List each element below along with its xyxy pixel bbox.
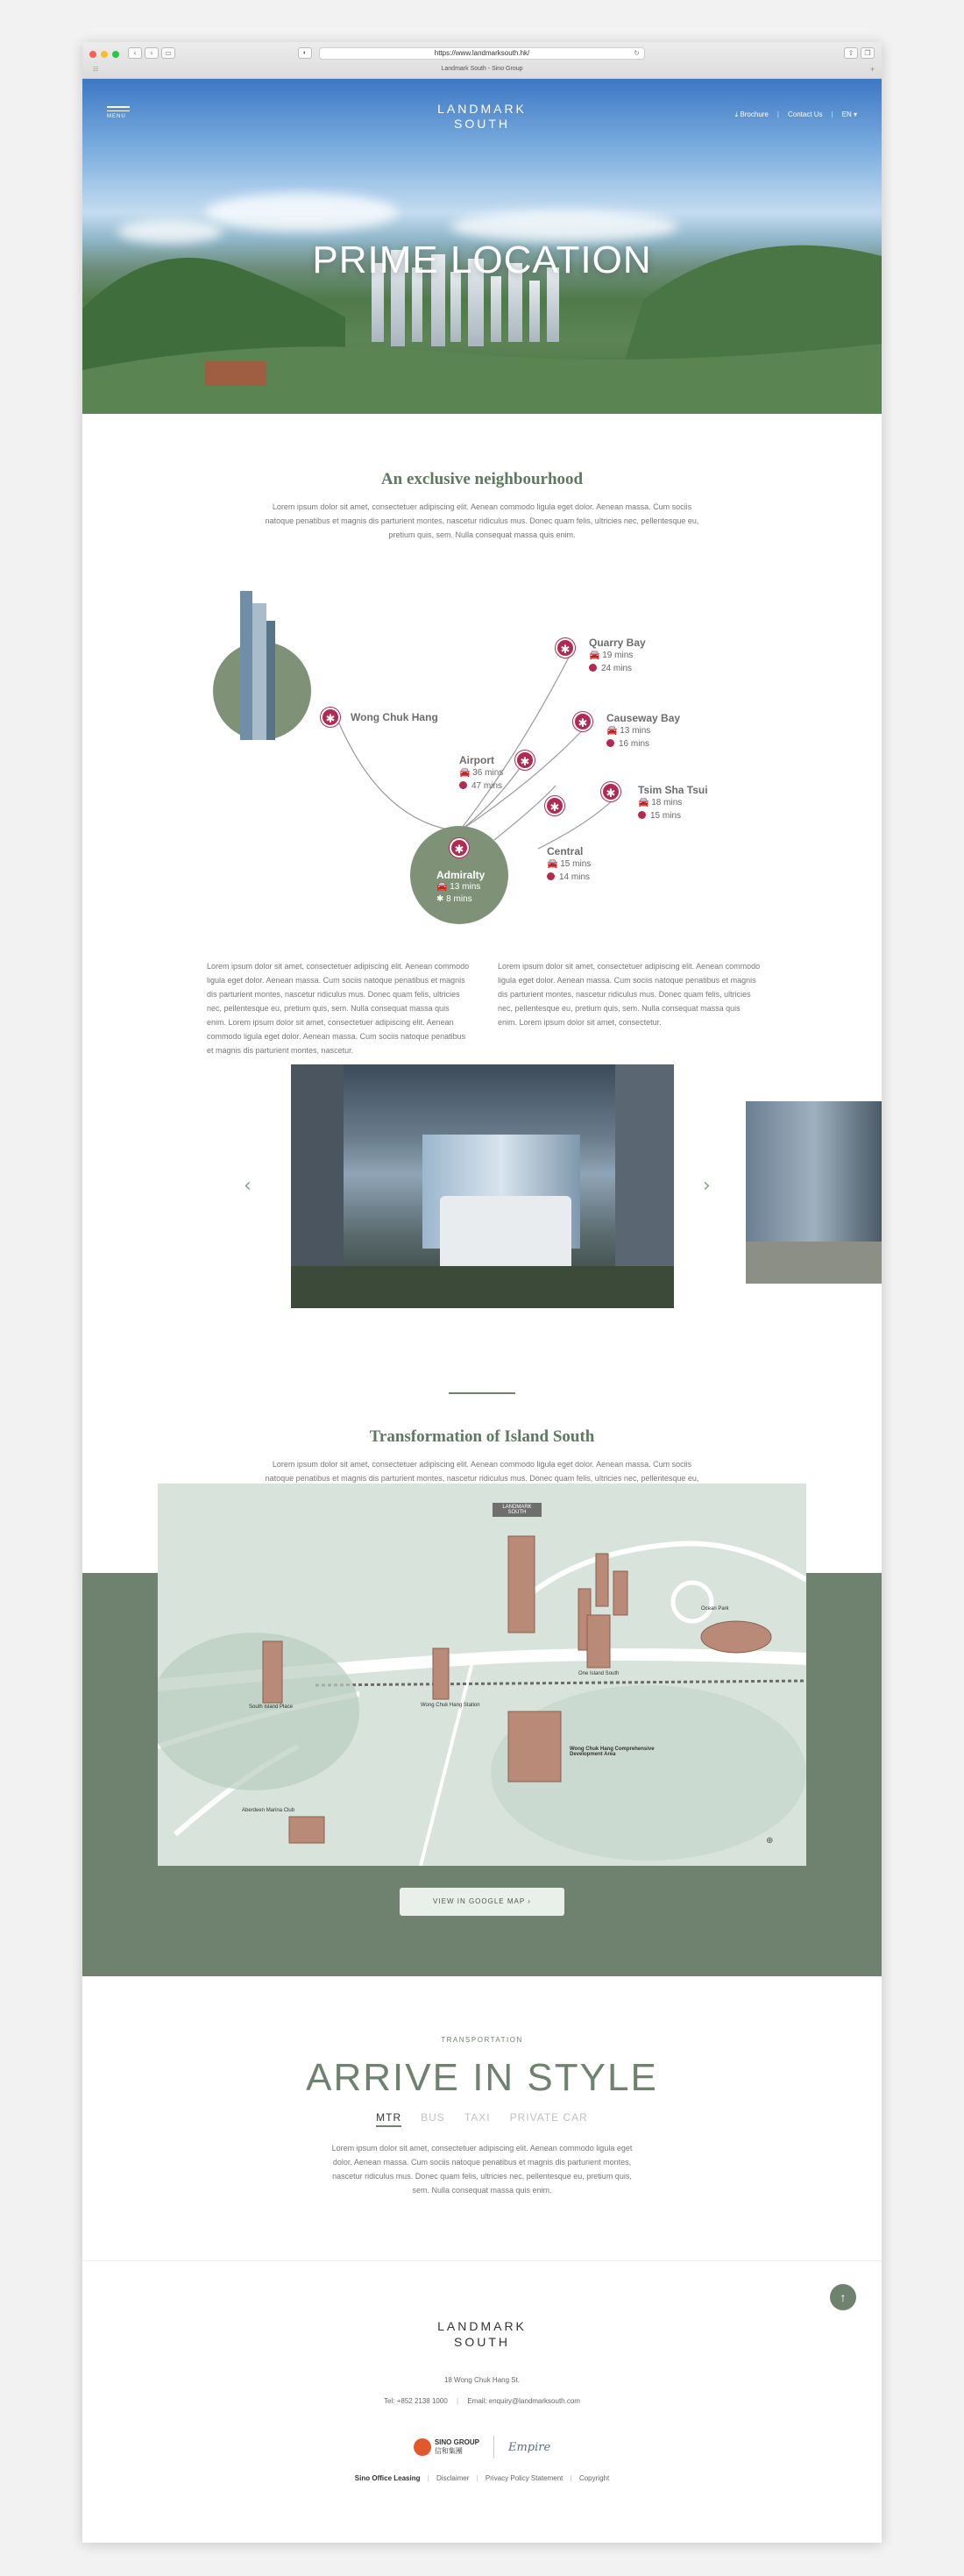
- car-time: 36 mins: [472, 768, 504, 778]
- footer-link-disclaimer[interactable]: Disclaimer: [436, 2474, 470, 2482]
- view-google-map-button[interactable]: [400, 1888, 564, 1916]
- map-label-wch-cda: Wong Chuk Hang Comprehensive Development Area: [570, 1747, 655, 1757]
- tower-illustration: [266, 621, 275, 740]
- neighbourhood-column-1: Lorem ipsum dolor sit amet, consectetuer adipiscing elit. Aenean commodo ligula eget dolor. Aenean massa. Cum sociis natoque penatibus et magnis dis parturient montes, nascetur ridiculus mus. Donec quam felis, ultricies nec, pellentesque eu, pretium quis, sem. Nulla consequat massa quis enim. Lorem ipsum dolor sit amet, consectetuer adipiscing elit. Aenean commodo ligula eget dolor. Aenean massa. Cum sociis natoque penatibus et magnis dis parturient montes, nascetur.: [207, 962, 470, 1055]
- privacy-shield-icon[interactable]: ◐: [298, 47, 312, 59]
- footer-contact: [82, 2397, 882, 2405]
- transport-title: ARRIVE IN STYLE: [306, 2056, 658, 2099]
- destination-central: [547, 845, 591, 884]
- destination-name: Quarry Bay: [589, 637, 646, 649]
- empire-logo[interactable]: Empire: [507, 2440, 551, 2454]
- close-window-button[interactable]: [89, 51, 96, 58]
- destination-name: Tsim Sha Tsui: [638, 784, 708, 796]
- mtr-time: 15 mins: [650, 811, 682, 821]
- map-label-wch-station: Wong Chuk Hang Station: [421, 1703, 480, 1708]
- destination-name: Causeway Bay: [606, 712, 681, 724]
- car-time: 19 mins: [602, 651, 634, 660]
- tabs-icon[interactable]: ❐: [861, 47, 875, 59]
- footer-tel[interactable]: Tel: +852 2138 1000: [384, 2397, 448, 2405]
- footer-divider-bar: |: [427, 2474, 429, 2482]
- back-to-top-button[interactable]: [830, 2284, 856, 2310]
- footer-divider-bar: |: [457, 2397, 459, 2405]
- mtr-station-icon: ✱: [573, 712, 592, 731]
- mtr-dot-icon: [589, 664, 597, 672]
- brochure-label: Brochure: [740, 110, 769, 118]
- neighbourhood-column-2: Lorem ipsum dolor sit amet, consectetuer adipiscing elit. Aenean commodo ligula eget dolor. Aenean massa. Cum sociis natoque penatibus et magnis dis parturient montes, nascetur ridiculus mus. Donec quam felis, ultricies nec, pellentesque eu, pretium quis, sem. Nulla consequat massa quis enim. Lorem ipsum dolor sit amet, consectetur.: [498, 962, 761, 1027]
- footer-logo-line1: LANDMARK: [437, 2319, 527, 2333]
- tab-title[interactable]: Landmark South - Sino Group: [441, 66, 523, 72]
- map-label-ocean-park: Ocean Park: [701, 1606, 729, 1612]
- map-label-landmark: LANDMARK SOUTH: [493, 1503, 542, 1517]
- mtr-station-icon: ✱: [556, 638, 575, 658]
- footer-divider-bar: |: [476, 2474, 478, 2482]
- island-south-title: Transformation of Island South: [369, 1427, 595, 1446]
- carousel-prev-icon[interactable]: ‹: [244, 1175, 252, 1197]
- logo-line2: SOUTH: [454, 117, 510, 131]
- footer-logo-line2: SOUTH: [454, 2335, 510, 2349]
- download-icon: ⤓: [734, 110, 739, 118]
- hub-name: Admiralty: [436, 869, 486, 881]
- tower-illustration: [240, 591, 252, 740]
- destination-tsim-sha-tsui: [638, 784, 708, 822]
- footer-address: 18 Wong Chuk Hang St.: [443, 2376, 521, 2384]
- google-map-button-label: VIEW IN GOOGLE MAP: [433, 1897, 526, 1905]
- street-decoration: [291, 1266, 674, 1308]
- footer-logo: [82, 2318, 882, 2350]
- browser-chrome: [82, 42, 882, 79]
- brand-divider: [493, 2436, 494, 2459]
- transport-text: Lorem ipsum dolor sit amet, consectetuer adipiscing elit. Aenean commodo ligula eget dolor. Aenean massa. Cum sociis natoque penatibus et magnis dis parturient montes, nascetur ridiculus mus. Donec quam felis, ultricies nec, pellentesque eu, pretium quis, sem. Nulla consequat massa quis enim.: [331, 2144, 633, 2195]
- compass-icon: ⊕: [766, 1836, 774, 1846]
- section-divider: [449, 1392, 515, 1394]
- car-time: 18 mins: [651, 798, 683, 808]
- back-icon[interactable]: ‹: [128, 47, 142, 59]
- transport-eyebrow: TRANSPORTATION: [441, 2036, 523, 2044]
- carousel-slide-active: [291, 1064, 674, 1308]
- language-selector[interactable]: [842, 110, 857, 119]
- new-tab-icon[interactable]: +: [869, 65, 875, 74]
- car-icon: 🚘: [606, 726, 618, 736]
- car-icon: 🚘: [459, 768, 471, 778]
- nav-divider: |: [831, 110, 833, 118]
- building-decoration: [450, 272, 461, 342]
- minimize-window-button[interactable]: [101, 51, 108, 58]
- island-south-intro: Lorem ipsum dolor sit amet, consectetuer adipiscing elit. Aenean commodo ligula eget dolor. Aenean massa. Cum sociis natoque penatibus et magnis dis parturient montes, nascetur ridiculus mus. Donec quam felis, ultricies nec, pellentesque eu,: [265, 1460, 699, 1483]
- tab-mtr[interactable]: MTR: [376, 2111, 401, 2127]
- mtr-station-icon: ✱: [545, 796, 564, 815]
- tower-illustration: [252, 603, 266, 740]
- car-icon: 🚘: [436, 882, 448, 892]
- area-map[interactable]: [158, 1484, 806, 1866]
- footer-links: [82, 2474, 882, 2482]
- caret-down-icon: ▾: [853, 110, 857, 118]
- forward-icon[interactable]: ›: [145, 47, 159, 59]
- neighbourhood-title: An exclusive neighbourhood: [380, 470, 584, 488]
- sino-cn: 信和集團: [434, 2447, 463, 2455]
- hub-mtr-time: 8 mins: [446, 894, 472, 904]
- mtr-time: 14 mins: [559, 872, 591, 882]
- podium-illustration: [440, 1196, 571, 1266]
- browser-window: [82, 42, 882, 2543]
- destination-name: Airport: [459, 754, 494, 766]
- footer-divider-bar: |: [570, 2474, 572, 2482]
- mtr-dot-icon: [638, 811, 646, 819]
- mtr-station-icon: ✱: [515, 751, 535, 770]
- footer-email[interactable]: Email: enquiry@landmarksouth.com: [467, 2397, 580, 2405]
- route-line: [494, 786, 556, 840]
- building-decoration: [491, 276, 501, 342]
- car-icon: 🚘: [589, 651, 600, 660]
- footer-link-copyright[interactable]: Copyright: [578, 2474, 610, 2482]
- sidebar-icon[interactable]: ▭: [161, 47, 175, 59]
- building-decoration: [529, 281, 540, 342]
- hub-car-time: 13 mins: [450, 882, 481, 892]
- destination-quarry-bay: [589, 637, 646, 675]
- mtr-dot-icon: [606, 739, 614, 747]
- tab-private-car[interactable]: PRIVATE CAR: [509, 2111, 588, 2124]
- destination-name: Central: [547, 845, 584, 857]
- transport-tabs: [82, 2111, 882, 2127]
- menu-label: MENU: [107, 114, 126, 119]
- logo-line1: LANDMARK: [437, 102, 527, 116]
- arrow-up-icon: ↑: [840, 2290, 847, 2304]
- share-icon[interactable]: ⇧: [844, 47, 858, 59]
- mtr-dot-icon: [459, 781, 467, 789]
- chevron-right-icon: ›: [528, 1897, 531, 1905]
- origin-name: Wong Chuk Hang: [351, 711, 438, 723]
- contact-us-link[interactable]: Contact Us: [787, 110, 823, 118]
- transport-section: [82, 2036, 882, 2100]
- map-label-one-island-south: One Island South: [578, 1671, 620, 1676]
- tab-taxi[interactable]: TAXI: [464, 2111, 491, 2124]
- footer-brands: [82, 2436, 882, 2459]
- footer-divider: [82, 2260, 882, 2261]
- window-controls: [89, 51, 119, 58]
- maximize-window-button[interactable]: [112, 51, 119, 58]
- carousel-next-icon[interactable]: ›: [703, 1175, 711, 1197]
- footer-link-sino-office[interactable]: Sino Office Leasing: [354, 2474, 421, 2482]
- route-line: [337, 717, 459, 831]
- mtr-station-icon: ✱: [601, 782, 620, 801]
- car-time: 15 mins: [560, 859, 592, 869]
- mtr-station-icon: ✱: [450, 838, 469, 857]
- hub-label: [436, 869, 485, 906]
- train-icon: ✱: [436, 894, 444, 904]
- destination-causeway-bay: [606, 712, 680, 751]
- footer-link-privacy[interactable]: Privacy Policy Statement: [485, 2474, 564, 2482]
- map-label-aberdeen-marina: Aberdeen Marina Club: [242, 1808, 295, 1813]
- mtr-station-icon: ✱: [321, 708, 340, 727]
- language-label: EN: [841, 110, 852, 118]
- mtr-time: 16 mins: [619, 739, 650, 749]
- car-icon: 🚘: [638, 798, 649, 808]
- sino-en: SINO GROUP: [434, 2438, 479, 2446]
- carousel-slide-next[interactable]: [746, 1101, 882, 1284]
- mtr-time: 24 mins: [601, 664, 633, 673]
- reload-icon[interactable]: ↻: [634, 49, 640, 57]
- neighbourhood-section: [82, 470, 882, 542]
- nav-divider: |: [776, 110, 779, 118]
- hero-title: PRIME LOCATION: [312, 238, 652, 281]
- neighbourhood-intro: Lorem ipsum dolor sit amet, consectetuer adipiscing elit. Aenean commodo ligula eget dolor. Aenean massa. Cum sociis natoque penatibus et magnis dis parturient montes, nascetur ridiculus mus. Donec quam felis, ultricies nec, pellentesque eu, pretium quis, sem. Nulla consequat massa quis enim.: [265, 502, 699, 539]
- hero-banner: [82, 79, 882, 414]
- street-decoration: [746, 1242, 882, 1284]
- address-bar[interactable]: [319, 47, 645, 60]
- destination-airport: [459, 754, 503, 793]
- car-icon: 🚘: [547, 859, 558, 869]
- sino-group-logo[interactable]: [414, 2438, 479, 2456]
- tab-bus[interactable]: BUS: [421, 2111, 445, 2124]
- brochure-link[interactable]: [735, 110, 769, 119]
- url-text: https://www.landmarksouth.hk/: [434, 49, 530, 57]
- mtr-dot-icon: [547, 872, 555, 880]
- tab-overview-icon[interactable]: ☷: [93, 67, 99, 73]
- mtr-time: 47 mins: [471, 781, 503, 791]
- sino-mark-icon: [414, 2438, 431, 2456]
- top-nav: [735, 110, 857, 119]
- map-label-south-island-place: South Island Place: [249, 1704, 294, 1710]
- car-time: 13 mins: [620, 726, 651, 736]
